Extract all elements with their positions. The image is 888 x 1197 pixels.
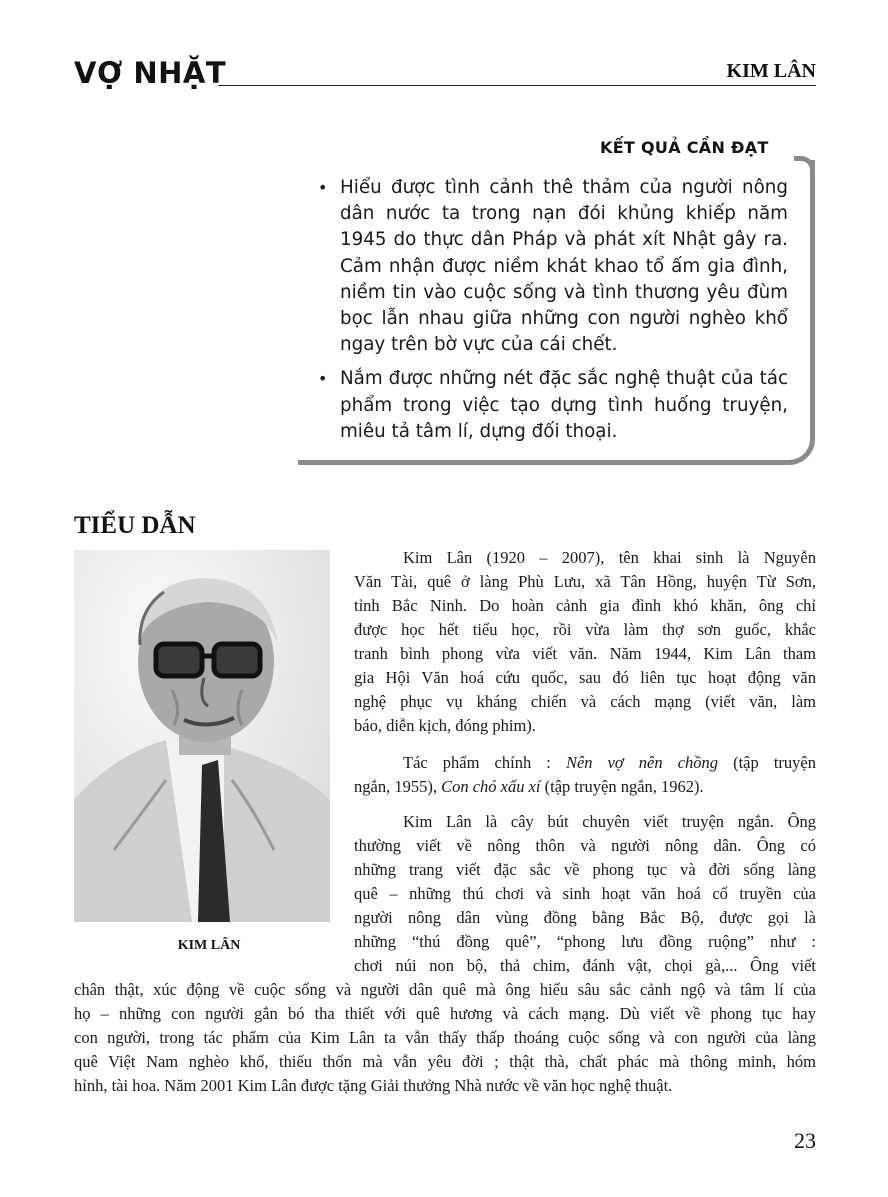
page-number: 23 (794, 1128, 816, 1153)
work-title-1: Nên vợ nên chồng (565, 753, 719, 772)
author-portrait (74, 550, 330, 922)
text-line: hỉnh, tài hoa. Năm 2001 Kim Lân được tặng Giải thưởng Nhà nước về văn học nghệ thuật. (74, 1076, 673, 1095)
works-paragraph (354, 751, 816, 799)
text-line: Kim Lân là cây bút chuyên viết truyện ngắn. Ông (403, 812, 816, 831)
work-note-2: (tập truyện ngắn, 1962). (540, 777, 704, 796)
goal-line: Cảm nhận được niềm khát khao tổ ấm gia đình, (340, 255, 788, 277)
bullet-icon: • (318, 178, 328, 197)
chapter-title: VỢ NHẶT (74, 56, 227, 90)
goal-item-2 (318, 366, 788, 445)
text-line: tỉnh Bắc Ninh. Do hoàn cảnh gia đình khó khăn, ông chỉ (354, 596, 816, 615)
section-title: TIỂU DẪN (74, 512, 196, 539)
page-header (74, 55, 816, 91)
text-line: những trang viết đặc sắc về phong tục và đời sống làng (354, 860, 816, 879)
text-line: báo, diễn kịch, đóng phim). (354, 716, 536, 735)
works-lead: Tác phẩm chính : (403, 753, 566, 772)
portrait-caption: KIM LÂN (177, 938, 241, 953)
goal-line: phẩm trong việc tạo dựng tình huống truyện, (340, 394, 788, 416)
text-line: nghệ phục vụ kháng chiến và cách mạng (viết văn, làm (354, 692, 816, 711)
header-rule (218, 85, 816, 86)
text-line: Kim Lân (1920 – 2007), tên khai sinh là Nguyễn (403, 548, 816, 567)
goal-line: bọc lẫn nhau giữa những con người nghèo khổ (340, 307, 788, 329)
goal-line: 1945 do thực dân Pháp và phát xít Nhật gây ra. (340, 229, 788, 251)
work-note-1: (tập truyện (718, 753, 816, 772)
text-line (354, 751, 816, 775)
author-portrait-illustration (74, 550, 330, 922)
text-line: quê Việt Nam nghèo khổ, thiếu thốn mà vẫn yêu đời ; thật thà, chất phác mà thông minh, hóm (74, 1052, 816, 1071)
text-line: họ – những con người gắn bó tha thiết với quê hương và cách mạng. Dù viết về phong tục hay (74, 1004, 816, 1023)
text-line: Văn Tài, quê ở làng Phù Lưu, xã Tân Hồng, huyện Từ Sơn, (354, 572, 816, 591)
text-line (354, 775, 816, 799)
goals-list (318, 175, 788, 453)
text-line: con người, trong tác phẩm của Kim Lân ta vẫn thấy thấp thoáng cuộc sống và con người của làng (74, 1028, 816, 1047)
text-line: những “thú đồng quê”, “phong lưu đồng ruộng” như : (354, 932, 816, 951)
goal-item-1 (318, 175, 788, 358)
bullet-icon: • (318, 369, 328, 389)
text-line: thường viết về nông thôn và người nông dân. Ông có (354, 836, 816, 855)
text-line: chơi núi non bộ, thả chim, đánh vật, chọi gà,... Ông viết (354, 956, 816, 975)
text-line: quê – những thú chơi và sinh hoạt văn hoá cổ truyền của (354, 884, 816, 903)
text-line: chân thật, xúc động về cuộc sống và người dân quê mà ông hiểu sâu sắc cảnh ngộ và tâm lí của (74, 980, 816, 999)
bio-paragraph-3-continued (74, 978, 816, 1098)
text-line: người nông dân vùng đồng bằng Bắc Bộ, được gọi là (354, 908, 816, 927)
text-line: được học hết tiểu học, rồi vừa làm thợ sơn guốc, khắc (354, 620, 816, 639)
goals-title: KẾT QUẢ CẦN ĐẠT (600, 138, 769, 157)
goal-line: niềm tin vào cuộc sống và tình thương yêu đùm (340, 281, 788, 303)
author-name: KIM LÂN (726, 60, 816, 82)
bio-paragraph-1 (354, 546, 816, 738)
bio-paragraph-3 (354, 810, 816, 978)
work-title-2: Con chó xấu xí (441, 777, 541, 796)
goal-line: dân nước ta trong nạn đói khủng khiếp năm (340, 203, 788, 225)
works-line2-start: ngắn, 1955), (354, 777, 442, 796)
text-line: tranh bình phong vừa viết văn. Năm 1944, Kim Lân tham (354, 644, 816, 663)
goal-line: ngay trên bờ vực của cái chết. (340, 334, 618, 356)
text-line: gia Hội Văn hoá cứu quốc, sau đó liên tục hoạt động văn (354, 668, 816, 687)
goal-line: miêu tả tâm lí, dựng đối thoại. (340, 420, 618, 442)
goal-line: Hiểu được tình cảnh thê thảm của người nông (340, 177, 788, 198)
goal-line: Nắm được những nét đặc sắc nghệ thuật của tác (340, 368, 788, 390)
